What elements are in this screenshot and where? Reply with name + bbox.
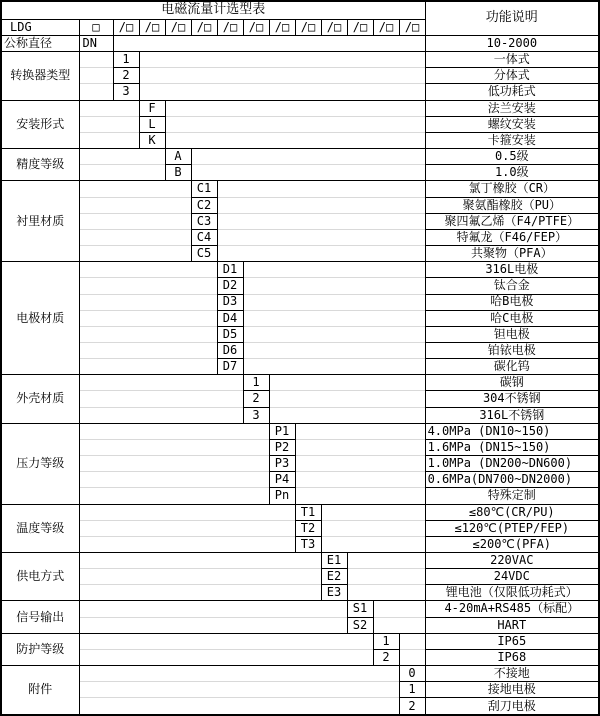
code-cell: DN — [79, 36, 113, 52]
desc-cell: 螺纹安装 — [425, 116, 599, 132]
filler-cell — [79, 100, 139, 116]
filler-cell — [79, 617, 347, 633]
filler-cell — [139, 84, 425, 100]
filler-cell — [79, 278, 217, 294]
filler-cell — [269, 407, 425, 423]
desc-cell: 锂电池（仅限低功耗式） — [425, 585, 599, 601]
code-cell: D3 — [217, 294, 243, 310]
code-cell: C2 — [191, 197, 217, 213]
desc-cell: 钽电极 — [425, 326, 599, 342]
category-label: 衬里材质 — [1, 181, 79, 262]
desc-cell: 4.0MPa (DN10~150) — [425, 423, 599, 439]
section-row — [1, 569, 599, 585]
code-cell: T1 — [295, 504, 321, 520]
section-row — [1, 472, 599, 488]
desc-cell: ≤80℃(CR/PU) — [425, 504, 599, 520]
code-cell: D6 — [217, 342, 243, 358]
code-cell: D2 — [217, 278, 243, 294]
code-cell: C4 — [191, 229, 217, 245]
filler-cell — [79, 246, 191, 262]
table-title: 电磁流量计选型表 — [1, 1, 425, 20]
section-row — [1, 310, 599, 326]
section-row — [1, 229, 599, 245]
desc-cell: 1.0MPa (DN200~DN600) — [425, 456, 599, 472]
section-row — [1, 246, 599, 262]
filler-cell — [347, 585, 425, 601]
filler-cell — [79, 520, 295, 536]
code-cell: 3 — [113, 84, 139, 100]
desc-cell: 220VAC — [425, 553, 599, 569]
section-row — [1, 601, 599, 617]
desc-cell: 316L不锈钢 — [425, 407, 599, 423]
section-row — [1, 68, 599, 84]
model-slot: /□ — [399, 20, 425, 36]
code-cell: P2 — [269, 439, 295, 455]
filler-cell — [79, 165, 165, 181]
desc-cell: 特殊定制 — [425, 488, 599, 504]
section-row — [1, 407, 599, 423]
category-label: 信号输出 — [1, 601, 79, 633]
filler-cell — [79, 132, 139, 148]
code-cell: L — [139, 116, 165, 132]
section-row — [1, 262, 599, 278]
code-cell: C1 — [191, 181, 217, 197]
section-row — [1, 197, 599, 213]
filler-cell — [79, 359, 217, 375]
model-slot: /□ — [217, 20, 243, 36]
filler-cell — [217, 229, 425, 245]
filler-cell — [79, 601, 347, 617]
code-cell: 2 — [373, 649, 399, 665]
desc-cell: 卡箍安装 — [425, 132, 599, 148]
filler-cell — [295, 423, 425, 439]
filler-cell — [79, 68, 113, 84]
section-row — [1, 633, 599, 649]
filler-cell — [165, 132, 425, 148]
desc-cell: 1.0级 — [425, 165, 599, 181]
category-label: 转换器类型 — [1, 52, 79, 100]
section-row — [1, 375, 599, 391]
model-box: □ — [79, 20, 113, 36]
filler-cell — [191, 165, 425, 181]
section-row — [1, 666, 599, 682]
code-cell: D4 — [217, 310, 243, 326]
category-label: 压力等级 — [1, 423, 79, 504]
filler-cell — [79, 52, 113, 68]
code-cell: 1 — [243, 375, 269, 391]
category-label: 电极材质 — [1, 262, 79, 375]
section-row — [1, 391, 599, 407]
section-row — [1, 617, 599, 633]
filler-cell — [79, 149, 165, 165]
section-row — [1, 682, 599, 698]
filler-cell — [269, 375, 425, 391]
filler-cell — [321, 520, 425, 536]
model-slot: /□ — [243, 20, 269, 36]
filler-cell — [79, 488, 269, 504]
filler-cell — [217, 213, 425, 229]
category-label: 供电方式 — [1, 553, 79, 601]
category-label: 精度等级 — [1, 149, 79, 181]
section-row — [1, 181, 599, 197]
desc-cell: 316L电极 — [425, 262, 599, 278]
desc-cell: 哈B电极 — [425, 294, 599, 310]
code-cell: T2 — [295, 520, 321, 536]
category-label: 外壳材质 — [1, 375, 79, 423]
desc-cell: 法兰安装 — [425, 100, 599, 116]
desc-cell: 碳化钨 — [425, 359, 599, 375]
filler-cell — [399, 633, 425, 649]
desc-cell: ≤120℃(PTEP/FEP) — [425, 520, 599, 536]
filler-cell — [79, 698, 399, 715]
code-cell: S2 — [347, 617, 373, 633]
filler-cell — [373, 617, 425, 633]
filler-cell — [79, 504, 295, 520]
desc-cell: IP68 — [425, 649, 599, 665]
model-slot: /□ — [139, 20, 165, 36]
filler-cell — [321, 536, 425, 552]
table-title-row — [1, 1, 599, 20]
filler-cell — [217, 197, 425, 213]
filler-cell — [295, 456, 425, 472]
model-slot: /□ — [269, 20, 295, 36]
filler-cell — [373, 601, 425, 617]
category-label: 附件 — [1, 666, 79, 715]
filler-cell — [399, 649, 425, 665]
filler-cell — [165, 100, 425, 116]
filler-cell — [113, 36, 425, 52]
section-row — [1, 359, 599, 375]
filler-cell — [79, 536, 295, 552]
desc-cell: 接地电极 — [425, 682, 599, 698]
desc-cell: 碳钢 — [425, 375, 599, 391]
desc-cell: ≤200℃(PFA) — [425, 536, 599, 552]
desc-cell: 24VDC — [425, 569, 599, 585]
code-cell: E2 — [321, 569, 347, 585]
section-row — [1, 52, 599, 68]
code-cell: 2 — [399, 698, 425, 715]
code-cell: 1 — [399, 682, 425, 698]
filler-cell — [217, 246, 425, 262]
desc-cell: 1.6MPa (DN15~150) — [425, 439, 599, 455]
filler-cell — [79, 472, 269, 488]
filler-cell — [79, 666, 399, 682]
section-row — [1, 520, 599, 536]
filler-cell — [79, 326, 217, 342]
desc-cell: 共聚物（PFA） — [425, 246, 599, 262]
section-row — [1, 36, 599, 52]
desc-cell: 聚氨酯橡胶（PU） — [425, 197, 599, 213]
section-row — [1, 213, 599, 229]
section-row — [1, 132, 599, 148]
section-row — [1, 585, 599, 601]
section-row — [1, 116, 599, 132]
category-label: 公称直径 — [1, 36, 79, 52]
filler-cell — [321, 504, 425, 520]
filler-cell — [79, 116, 139, 132]
filler-cell — [79, 294, 217, 310]
section-row — [1, 649, 599, 665]
filler-cell — [243, 342, 425, 358]
section-row — [1, 423, 599, 439]
code-cell: D5 — [217, 326, 243, 342]
code-cell: Pn — [269, 488, 295, 504]
code-cell: T3 — [295, 536, 321, 552]
desc-cell: 0.5级 — [425, 149, 599, 165]
desc-cell: 0.6MPa(DN700~DN2000) — [425, 472, 599, 488]
filler-cell — [217, 181, 425, 197]
desc-cell: 特氟龙（F46/FEP） — [425, 229, 599, 245]
filler-cell — [295, 488, 425, 504]
code-cell: 2 — [243, 391, 269, 407]
code-cell: P3 — [269, 456, 295, 472]
filler-cell — [79, 633, 373, 649]
filler-cell — [243, 310, 425, 326]
section-row — [1, 326, 599, 342]
model-prefix: LDG — [1, 20, 79, 36]
filler-cell — [79, 407, 243, 423]
code-cell: 0 — [399, 666, 425, 682]
desc-cell: 氯丁橡胶（CR） — [425, 181, 599, 197]
section-row — [1, 553, 599, 569]
model-slot: /□ — [191, 20, 217, 36]
filler-cell — [269, 391, 425, 407]
filler-cell — [79, 456, 269, 472]
filler-cell — [79, 553, 321, 569]
section-row — [1, 698, 599, 715]
desc-cell: 哈C电极 — [425, 310, 599, 326]
filler-cell — [295, 472, 425, 488]
desc-cell: IP65 — [425, 633, 599, 649]
code-cell: A — [165, 149, 191, 165]
filler-cell — [243, 326, 425, 342]
code-cell: F — [139, 100, 165, 116]
filler-cell — [191, 149, 425, 165]
filler-cell — [139, 68, 425, 84]
filler-cell — [79, 262, 217, 278]
section-row — [1, 100, 599, 116]
desc-cell: 铂铱电极 — [425, 342, 599, 358]
code-cell: E3 — [321, 585, 347, 601]
section-row — [1, 504, 599, 520]
filler-cell — [79, 649, 373, 665]
code-cell: P4 — [269, 472, 295, 488]
filler-cell — [243, 262, 425, 278]
code-cell: C5 — [191, 246, 217, 262]
code-cell: 1 — [373, 633, 399, 649]
desc-cell: 刮刀电极 — [425, 698, 599, 715]
section-row — [1, 342, 599, 358]
filler-cell — [79, 181, 191, 197]
code-cell: E1 — [321, 553, 347, 569]
filler-cell — [347, 569, 425, 585]
code-cell: D1 — [217, 262, 243, 278]
filler-cell — [79, 375, 243, 391]
filler-cell — [295, 439, 425, 455]
filler-cell — [79, 391, 243, 407]
model-slot: /□ — [295, 20, 321, 36]
category-label: 温度等级 — [1, 504, 79, 552]
filler-cell — [79, 84, 113, 100]
code-cell: 1 — [113, 52, 139, 68]
desc-cell: 一体式 — [425, 52, 599, 68]
code-cell: K — [139, 132, 165, 148]
filler-cell — [79, 682, 399, 698]
filler-cell — [79, 342, 217, 358]
section-row — [1, 456, 599, 472]
desc-cell: 聚四氟乙烯（F4/PTFE） — [425, 213, 599, 229]
desc-cell: 钛合金 — [425, 278, 599, 294]
category-label: 防护等级 — [1, 633, 79, 665]
desc-cell: 分体式 — [425, 68, 599, 84]
model-slot: /□ — [165, 20, 191, 36]
section-row — [1, 149, 599, 165]
code-cell: D7 — [217, 359, 243, 375]
code-cell: B — [165, 165, 191, 181]
section-row — [1, 488, 599, 504]
section-row — [1, 84, 599, 100]
section-row — [1, 165, 599, 181]
filler-cell — [347, 553, 425, 569]
filler-cell — [79, 439, 269, 455]
filler-cell — [79, 423, 269, 439]
filler-cell — [79, 310, 217, 326]
code-cell: P1 — [269, 423, 295, 439]
function-description-header: 功能说明 — [425, 1, 599, 36]
desc-cell: 304不锈钢 — [425, 391, 599, 407]
model-slot: /□ — [347, 20, 373, 36]
model-slot: /□ — [373, 20, 399, 36]
filler-cell — [243, 278, 425, 294]
code-cell: C3 — [191, 213, 217, 229]
code-cell: S1 — [347, 601, 373, 617]
filler-cell — [79, 585, 321, 601]
filler-cell — [243, 294, 425, 310]
filler-cell — [79, 569, 321, 585]
filler-cell — [165, 116, 425, 132]
desc-cell: 10-2000 — [425, 36, 599, 52]
filler-cell — [243, 359, 425, 375]
filler-cell — [79, 229, 191, 245]
filler-cell — [79, 213, 191, 229]
section-row — [1, 294, 599, 310]
section-row — [1, 439, 599, 455]
category-label: 安装形式 — [1, 100, 79, 148]
filler-cell — [79, 197, 191, 213]
desc-cell: 不接地 — [425, 666, 599, 682]
section-row — [1, 278, 599, 294]
filler-cell — [139, 52, 425, 68]
code-cell: 3 — [243, 407, 269, 423]
desc-cell: 低功耗式 — [425, 84, 599, 100]
section-row — [1, 536, 599, 552]
desc-cell: HART — [425, 617, 599, 633]
model-slot: /□ — [321, 20, 347, 36]
code-cell: 2 — [113, 68, 139, 84]
model-slot: /□ — [113, 20, 139, 36]
desc-cell: 4-20mA+RS485（标配） — [425, 601, 599, 617]
